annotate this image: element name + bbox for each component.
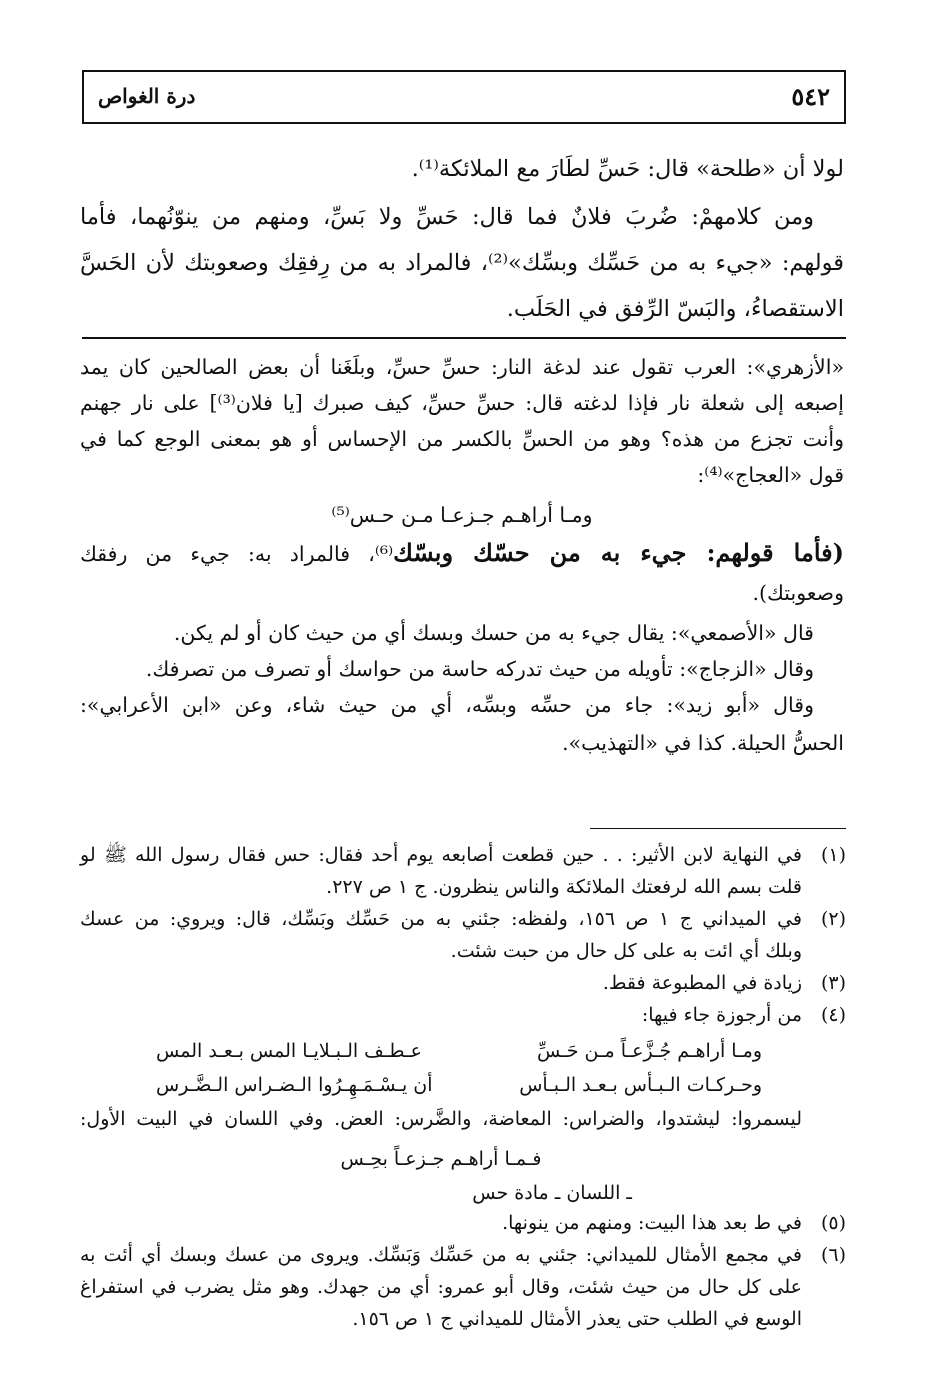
- footnote-number: (٣): [820, 972, 846, 994]
- book-title: درة الغواص: [98, 84, 196, 108]
- footnote-line: زيادة في المطبوعة فقط.: [602, 972, 802, 994]
- commentary-line: «الأزهري»: العرب تقول عند لدغة النار: حسِّ حسِّ، وبلَغَنا أن بعض الصالحين كان يمد: [80, 355, 844, 379]
- verse-line: ومـا أراهـم جـزعـا مـن حـس⁽⁵⁾: [331, 503, 593, 527]
- bold-phrase: (فأما قولهم: جيء به من حسّك وبسّك: [393, 538, 844, 567]
- footnote-number: (٦): [820, 1244, 846, 1266]
- footnote-line: الوسع في الطلب حتى يعذر الأمثال للميداني ج ١ ص ١٥٦.: [352, 1308, 802, 1330]
- footnote-number: (٥): [820, 1212, 846, 1234]
- commentary-line: وصعوبتك).: [752, 581, 844, 605]
- verse-hemistich: عـطـف الـبـلايـا المس بـعـد المس: [156, 1040, 422, 1062]
- commentary-line: إصبعه إلى شعلة نار فإذا لدغته قال: حسِّ حسِّ، كيف صبرك [يا فلان⁽³⁾] على نار جهنم: [80, 391, 844, 415]
- footnote-line: قلت بسم الله لرفعتك الملائكة والناس ينظرون. ج ١ ص ٢٢٧.: [326, 876, 802, 898]
- verse-hemistich: وحـركـات الـبـأس بـعـد الـبـأس: [519, 1074, 762, 1096]
- commentary-line: وأنت تجزع من هذه؟ وهو من الحسِّ بالكسر من الإحساس أو هو بمعنى الوجع كما في: [80, 427, 844, 451]
- main-line: لولا أن «طلحة» قال: حَسِّ لطَارَ مع الملائكة⁽¹⁾.: [411, 156, 844, 182]
- footnote-line: في ط بعد هذا البيت: ومنهم من ينونها.: [502, 1212, 802, 1234]
- commentary-line: وقال «الزجاج»: تأويله من حيث تدركه حاسة من حواسك أو تصرف من تصرفك.: [145, 657, 814, 681]
- running-header: [82, 70, 846, 124]
- commentary-line: قال «الأصمعي»: يقال جيء به من حسك وبسك أي من حيث كان أو لم يكن.: [173, 621, 814, 645]
- footnote-line: في النهاية لابن الأثير: . . حين قطعت أصابعه يوم أحد فقال: حس فقال رسول الله ﷺ لو: [80, 844, 802, 866]
- footnote-divider: [590, 828, 846, 829]
- footnote-number: (٤): [820, 1004, 846, 1026]
- commentary-line: الحسُّ الحيلة. كذا في «التهذيب».: [562, 731, 844, 755]
- page-number: ٥٤٢: [791, 82, 830, 111]
- commentary-bold-line: [80, 536, 844, 571]
- footnote-line: في الميداني ج ١ ص ١٥٦، ولفظه: جئني به من حَسِّك وبَسِّك، قال: ويروي: من عسك: [80, 908, 802, 930]
- footnote-line: على كل حال من حيث شئت، وقال أبو عمرو: أي من جهدك. وهو مثل يضرب في استفراغ: [80, 1276, 802, 1298]
- footnote-number: (١): [820, 844, 846, 866]
- footnote-number: (٢): [820, 908, 846, 930]
- commentary-rest: ، فالمراد به: جيء من رفقك: [80, 542, 375, 566]
- footnote-line: في مجمع الأمثال للميداني: جئني به من حَسِّك وَبَسِّك. ويروى من عسك وبسك أي أئت به: [80, 1244, 802, 1266]
- section-divider: [82, 337, 846, 339]
- verse-line: فـمـا أراهـم جـزعـاً بحِـس: [340, 1148, 542, 1170]
- footnote-line: وبلك أي ائت به على كل حال من حبت شئت.: [450, 940, 802, 962]
- footnote-mark: ⁽⁶⁾: [374, 542, 394, 566]
- footnote-line: من أرجوزة جاء فيها:: [641, 1004, 802, 1026]
- footnote-line: ـ اللسان ـ مادة حس: [472, 1182, 632, 1204]
- commentary-line: وقال «أبو زيد»: جاء من حسِّه وبسِّه، أي من حيث شاء، وعن «ابن الأعرابي»:: [80, 693, 814, 717]
- main-line: ومن كلامهمْ: ضُربَ فلانٌ فما قال: حَسِّ ولا بَسِّ، ومنهم من ينوّنُهما، فأما: [80, 204, 814, 230]
- verse-hemistich: أن يـسْـمَـهِـرُوا الـضـراس الـضَّـرس: [156, 1074, 433, 1096]
- verse-hemistich: ومـا أراهـم جُـزَّعـاً مـن حَـسِّ: [536, 1040, 762, 1062]
- footnote-line: ليسمروا: ليشتدوا، والضراس: المعاضة، والضَّرس: العض. وفي اللسان في البيت الأول:: [80, 1108, 802, 1130]
- main-line: قولهم: «جيء به من حَسِّك وبسِّك»⁽²⁾، فالمراد به من رِفقِك وصعوبتك لأن الحَسَّ: [80, 250, 844, 276]
- main-line: الاستقصاءُ، والبَسّ الرِّفق في الحَلَب.: [506, 296, 844, 322]
- commentary-line: قول «العجاج»⁽⁴⁾:: [697, 463, 844, 487]
